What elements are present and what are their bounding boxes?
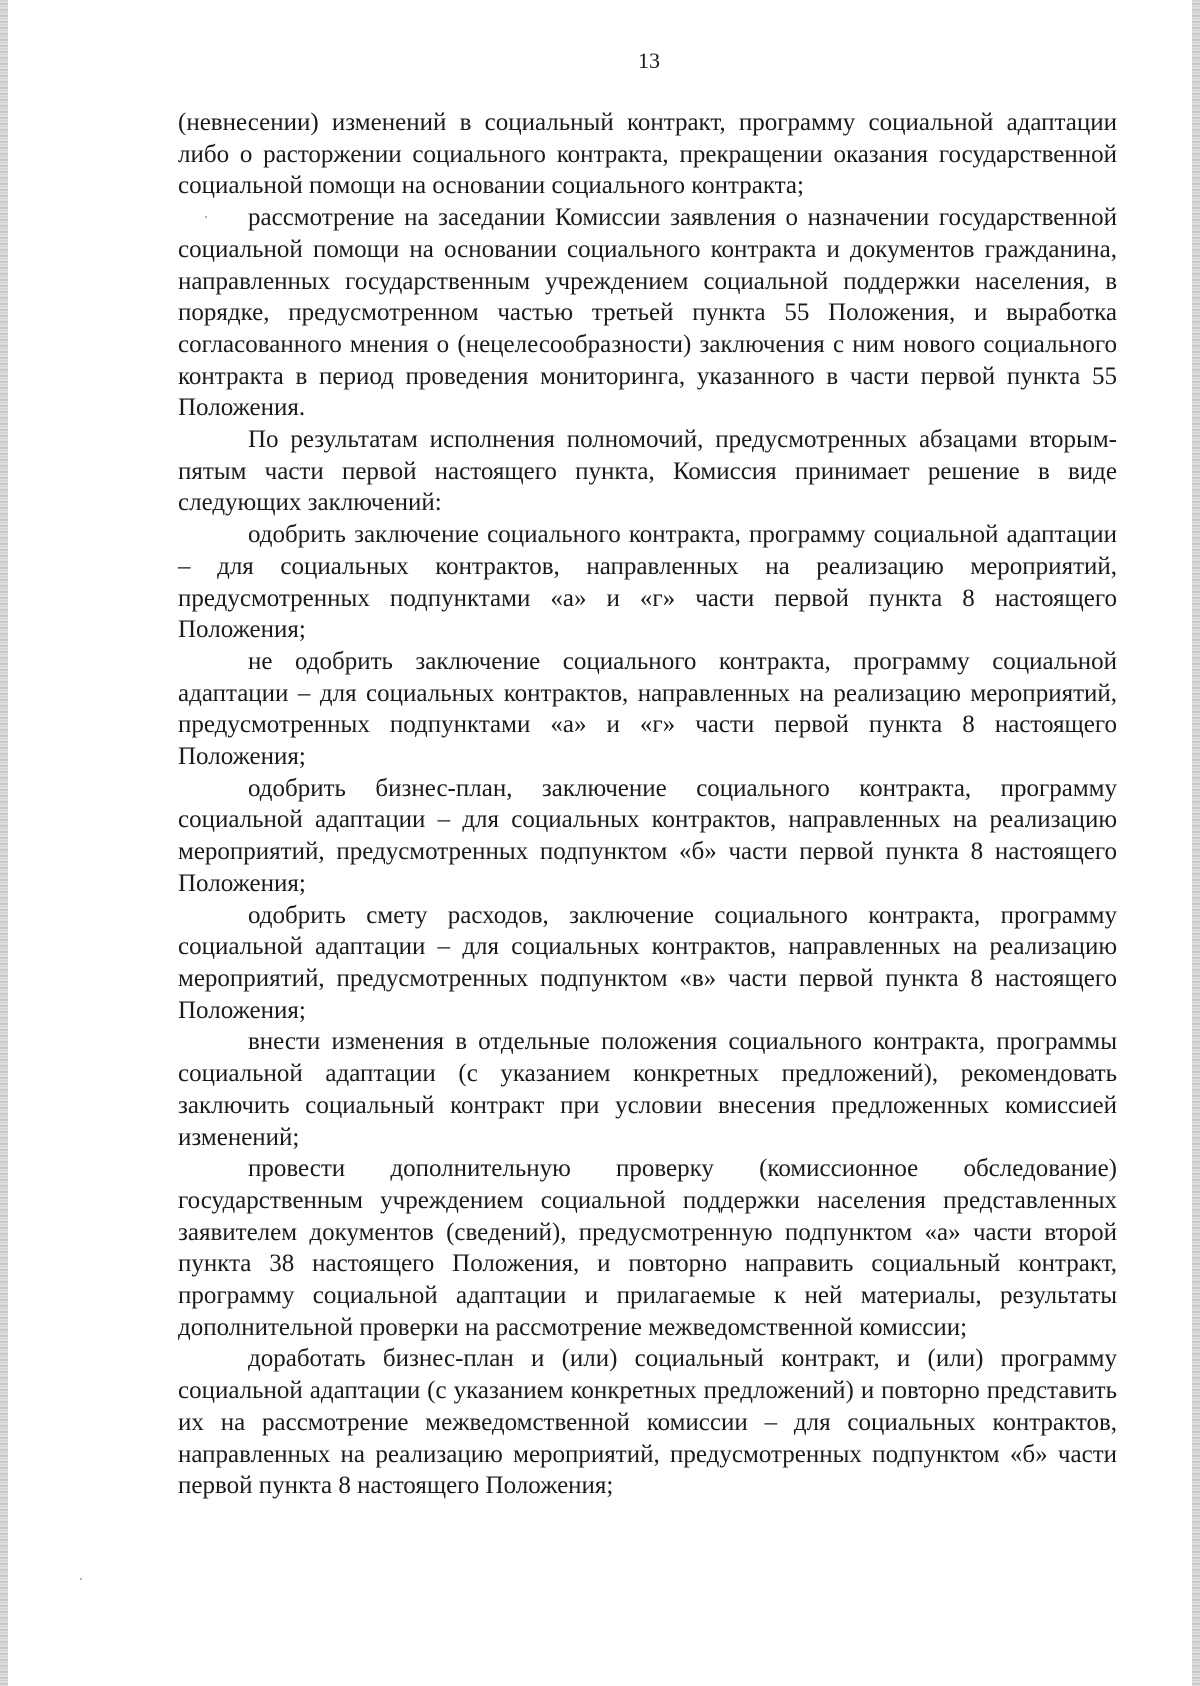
paragraph: не одобрить заключение социального контракта, программу социальной адаптации – для социальных контрактов, направленных на реализацию мероприятий, предусмотренных подпунктами «а» и «г» части первой пункта 8 настоящего Положения; — [178, 647, 1117, 771]
paragraph: одобрить бизнес-план, заключение социального контракта, программу социальной адаптации – для социальных контрактов, направленных на реализацию мероприятий, предусмотренных подпунктом «б» части первой пункта 8 настоящего Положения; — [178, 774, 1117, 897]
document-body — [178, 107, 1117, 1502]
scan-edge-left — [0, 0, 8, 1686]
paragraph: одобрить заключение социального контракта, программу социальной адаптации – для социальных контрактов, направленных на реализацию мероприятий, предусмотренных подпунктами «а» и «г» части первой пункта 8 настоящего Положения; — [178, 521, 1117, 644]
paragraph: доработать бизнес-план и (или) социальный контракт, и (или) программу социальной адаптации (с указанием конкретных предложений) и повторно представить их на рассмотрение межведомственной комиссии – для социальных контрактов, направленных на реализацию мероприятий, предусмотренных подпунктом «б» части первой пункта 8 настоящего Положения; — [178, 1345, 1117, 1500]
paragraph: По результатам исполнения полномочий, предусмотренных абзацами вторым-пятым части первой настоящего пункта, Комиссия принимает решение в виде следующих заключений: — [178, 426, 1117, 517]
page-number: 13 — [638, 48, 660, 73]
paragraph: внести изменения в отдельные положения социального контракта, программы социальной адаптации (с указанием конкретных предложений), рекомендовать заключить социальный контракт при условии внесения предложенных комиссией изменений; — [178, 1028, 1117, 1151]
paragraph: провести дополнительную проверку (комиссионное обследование) государственным учреждением социальной поддержки населения представленных заявителем документов (сведений), предусмотренную подпунктом «а» части второй пункта 38 настоящего Положения, и повторно направить социальный контракт, программу социальной адаптации и прилагаемые к ней материалы, результаты дополнительной проверки на рассмотрение межведомственной комиссии; — [178, 1155, 1117, 1341]
paragraph: одобрить смету расходов, заключение социального контракта, программу социальной адаптации – для социальных контрактов, направленных на реализацию мероприятий, предусмотренных подпунктом «в» части первой пункта 8 настоящего Положения; — [178, 901, 1117, 1024]
scan-speck — [80, 1578, 82, 1580]
scan-edge-right — [1192, 0, 1200, 1686]
paragraph: рассмотрение на заседании Комиссии заявления о назначении государственной социальной помощи на основании социального контракта и документов гражданина, направленных государственным учреждением социальной поддержки населения, в порядке, предусмотренном частью третьей пункта 55 Положения, и выработка согласованного мнения о (нецелесообразности) заключения с ним нового социального контракта в период проведения мониторинга, указанного в части первой пункта 55 Положения. — [178, 204, 1117, 422]
paragraph: (невнесении) изменений в социальный контракт, программу социальной адаптации либо о расторжении социального контракта, прекращении оказания государственной социальной помощи на основании социального контракта; — [178, 109, 1117, 200]
scan-speck — [205, 216, 207, 218]
